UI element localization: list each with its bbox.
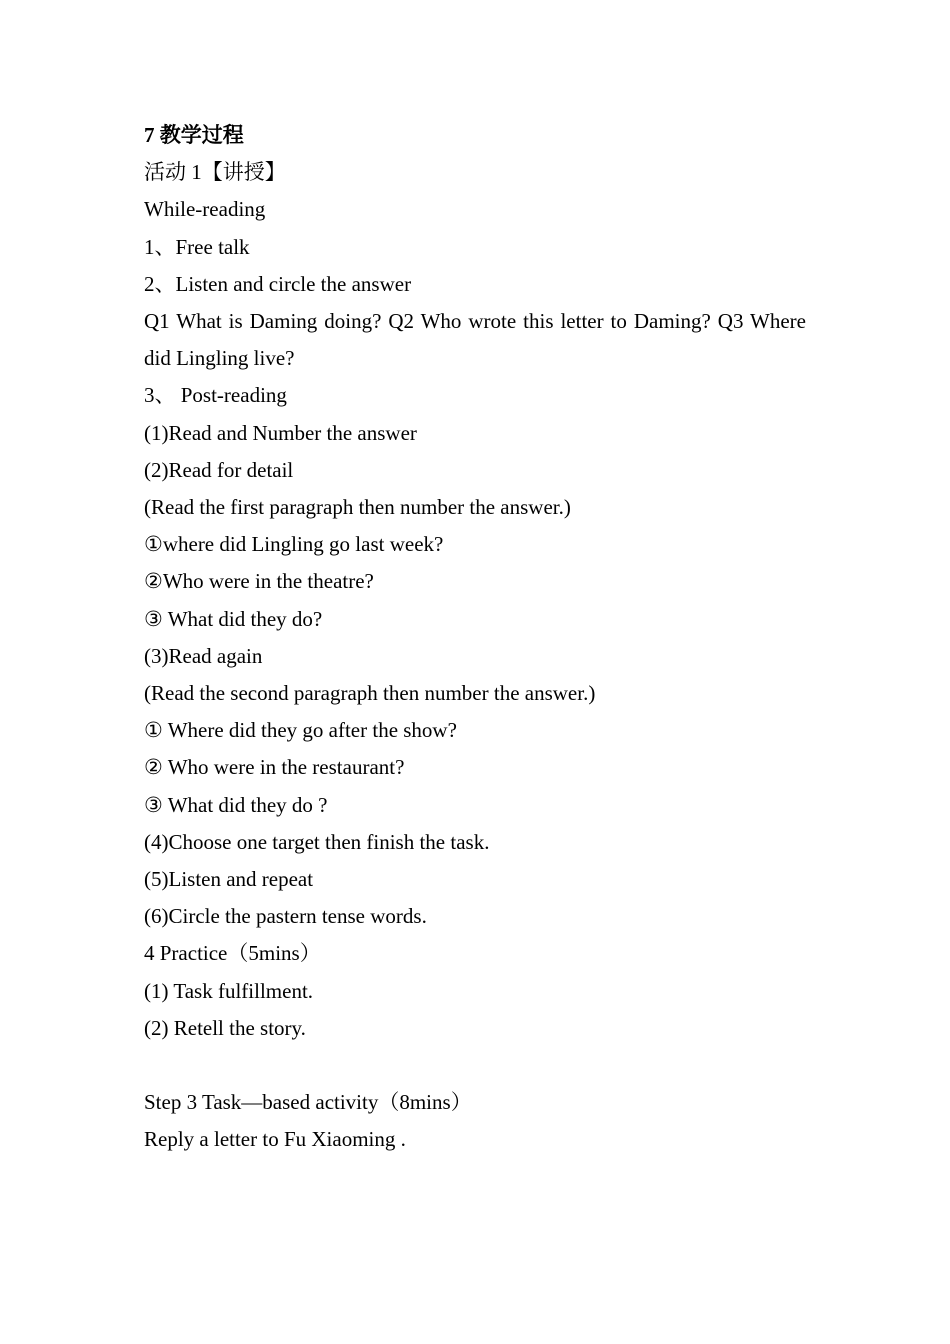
first-paragraph-note: (Read the first paragraph then number the answer.) xyxy=(144,495,571,520)
retell-line: (2) Retell the story. xyxy=(144,1015,306,1040)
question-who-theatre: ②Who were in the theatre? xyxy=(144,569,374,594)
post-reading-line: 3、 Post-reading xyxy=(144,383,287,408)
read-again-line: (3)Read again xyxy=(144,643,263,668)
question-where-after: ① Where did they go after the show? xyxy=(144,718,457,743)
practice-line: 4 Practice（5mins） xyxy=(144,941,321,966)
question-where-go: ①where did Lingling go last week? xyxy=(144,532,444,557)
listen-circle-line: 2、Listen and circle the answer xyxy=(144,271,412,296)
task-fulfillment-line: (1) Task fulfillment. xyxy=(144,978,314,1003)
free-talk-line: 1、Free talk xyxy=(144,234,250,259)
activity-title: 活动 1【讲授】 xyxy=(144,160,286,185)
step3-line: Step 3 Task—based activity（8mins） xyxy=(144,1090,472,1115)
while-reading-line: While-reading xyxy=(144,197,266,222)
blank-line xyxy=(144,1047,806,1084)
second-paragraph-note: (Read the second paragraph then number the answer.) xyxy=(144,681,596,706)
section-heading: 7 教学过程 xyxy=(144,123,244,147)
reply-letter-line: Reply a letter to Fu Xiaoming . xyxy=(144,1127,406,1152)
question-what-do-2: ③ What did they do ? xyxy=(144,792,328,817)
read-detail-line: (2)Read for detail xyxy=(144,457,294,482)
read-number-line: (1)Read and Number the answer xyxy=(144,420,417,445)
document-body xyxy=(144,117,806,1159)
listen-repeat-line: (5)Listen and repeat xyxy=(144,867,314,892)
circle-past-line: (6)Circle the pastern tense words. xyxy=(144,904,427,929)
choose-target-line: (4)Choose one target then finish the task. xyxy=(144,829,490,854)
questions-paragraph: Q1 What is Daming doing? Q2 Who wrote this letter to Daming? Q3 Where did Lingling live? xyxy=(144,309,806,371)
question-who-restaurant: ② Who were in the restaurant? xyxy=(144,755,405,780)
question-what-do-1: ③ What did they do? xyxy=(144,606,323,631)
